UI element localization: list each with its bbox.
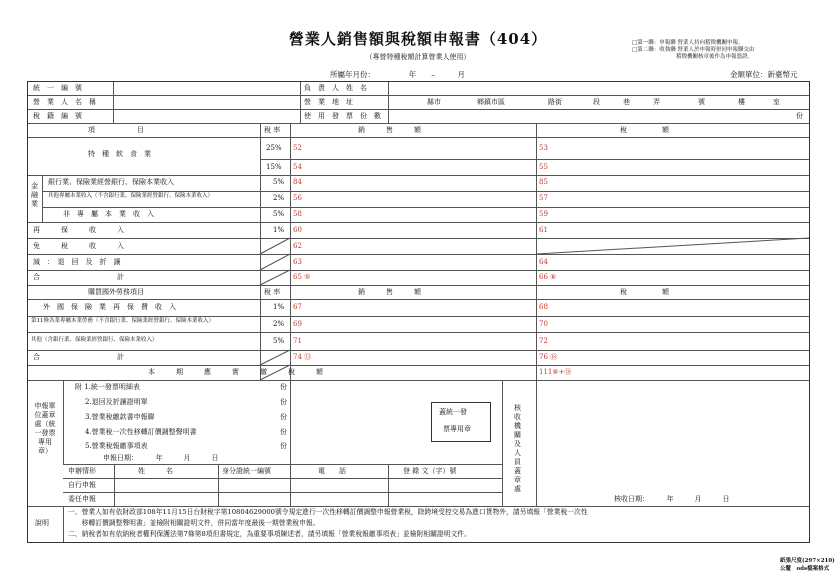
addr-city: 縣市 <box>427 98 441 106</box>
purchase-item-header: 購買國外勞務項目 <box>88 288 144 296</box>
applicant-name-header: 姓 名 <box>138 467 173 475</box>
sales-rate-header: 稅 率 <box>264 126 281 134</box>
finance-side-label: 金融業 <box>31 182 38 208</box>
sales-item-header: 項 目 <box>88 126 144 134</box>
address-label: 營 業 地 址 <box>304 98 353 106</box>
addr-number: 號 <box>698 98 705 106</box>
code-70: 70 <box>539 320 548 328</box>
applicant-phone-header: 電 話 <box>318 467 346 475</box>
rate-5-non: 5% <box>273 210 285 218</box>
code-65: 65 ⑤ <box>293 273 311 281</box>
payable-code: 111⑥+⑱ <box>539 368 572 376</box>
stamp-line-2: 票專用章 <box>443 425 471 433</box>
code-63: 63 <box>293 258 302 266</box>
code-62: 62 <box>293 242 302 250</box>
purchase-amount-header: 銷 售 額 <box>358 288 421 296</box>
filing-date[interactable]: 申報日期： 年 月 日 <box>103 454 219 462</box>
code-56: 56 <box>293 194 302 202</box>
code-71: 71 <box>293 337 302 345</box>
rate-1: 1% <box>273 226 285 234</box>
declaration-form <box>27 81 810 543</box>
owner-label: 負 責 人 姓 名 <box>304 84 367 92</box>
row-other-exclusive-label: 其他專屬本業收入（不含銀行業、保險業經營銀行、保險本業收入） <box>48 193 214 199</box>
purchase-other-label: 其他（含銀行業、保險業經營銀行、保險本業收入） <box>31 337 158 343</box>
code-67: 67 <box>293 303 302 311</box>
addr-lane: 巷 <box>623 98 630 106</box>
row-exempt-label: 免 稅 收 入 <box>33 242 124 250</box>
form-subtitle: （專營特種稅額計算營業人使用） <box>365 53 471 61</box>
currency-unit: 金額單位：新臺幣元 <box>730 70 798 79</box>
code-55: 55 <box>539 163 548 171</box>
row-total-label: 合 計 <box>33 273 124 281</box>
review-office-label: 核收機關及人員蓋章處 <box>514 404 521 493</box>
purchase-article11-label: 第11條各業專屬本業勞務（不含銀行業、保險業經營銀行、保險本業收入） <box>31 318 215 324</box>
code-52: 52 <box>293 144 302 152</box>
self-filing-label: 自行申報 <box>68 481 96 489</box>
p-rate-5: 5% <box>273 337 285 345</box>
attachment-3-unit: 份 <box>280 413 287 421</box>
attachment-1-unit: 份 <box>280 383 287 391</box>
reg-no-label: 稅 籍 編 號 <box>33 112 82 120</box>
code-64: 64 <box>539 258 548 266</box>
row-non-exclusive-label: 非 專 屬 本 業 收 入 <box>63 210 154 218</box>
purchase-reinsurance-label: 外 國 保 險 業 再 保 費 收 入 <box>43 303 176 311</box>
code-69: 69 <box>293 320 302 328</box>
rate-5-bank: 5% <box>273 178 285 186</box>
purchase-rate-header: 稅 率 <box>264 288 281 296</box>
addr-room: 室 <box>773 98 780 106</box>
tax-id-label: 統 一 編 號 <box>33 84 82 92</box>
sales-tax-header: 稅 額 <box>620 126 669 134</box>
code-66: 66 ⑥ <box>539 273 557 281</box>
attachments-side-label: 申報單位蓋章處（統一發票專用章） <box>34 402 56 455</box>
attachment-5: 5.營業稅報繳事項表 <box>85 442 148 450</box>
addr-road: 路街 <box>548 98 562 106</box>
attachment-4-unit: 份 <box>280 428 287 436</box>
sales-amount-header: 銷 售 額 <box>358 126 421 134</box>
row-special-food-label: 特 種 飲 食 業 <box>88 150 151 158</box>
attachment-3: 3.營業稅繳款書申報聯 <box>85 413 155 421</box>
remarks-label: 說明 <box>35 519 49 527</box>
code-54: 54 <box>293 163 302 171</box>
p-rate-1: 1% <box>273 303 285 311</box>
form-title: 營業人銷售額與稅額申報書（404） <box>288 30 548 48</box>
purchase-tax-header: 稅 額 <box>620 288 669 296</box>
row-bank-label: 銀行業、保險業經營銀行、保險本業收入 <box>48 178 174 186</box>
invoice-unit: 份 <box>796 112 803 120</box>
agent-filing-label: 委任申報 <box>68 495 96 503</box>
stamp-line-1: 蓋統一發 <box>439 408 467 416</box>
code-76: 76 ⑱ <box>539 353 558 361</box>
attachment-4: 4.營業稅一次性移轉訂價調整聲明書 <box>85 428 197 436</box>
payable-label: 本 期 應 實 繳 稅 額 <box>148 368 323 376</box>
code-85: 85 <box>539 178 548 186</box>
code-60: 60 <box>293 226 302 234</box>
code-74: 74 ⑬ <box>293 353 312 361</box>
received-date: 核收日期： 年 月 日 <box>614 495 730 503</box>
addr-floor: 樓 <box>738 98 745 106</box>
addr-section: 段 <box>593 98 600 106</box>
code-59: 59 <box>539 210 548 218</box>
period-field[interactable]: 所屬年月份： 年 – 月 <box>330 70 465 79</box>
rate-25: 25% <box>266 144 282 152</box>
attachment-5-unit: 份 <box>280 442 287 450</box>
remark-line-2: 移轉訂價調整聲明書」並檢附相關證明文件，併同當年度最後一期營業稅申報。 <box>68 519 320 527</box>
rate-2-other: 2% <box>273 194 285 202</box>
code-57: 57 <box>539 194 548 202</box>
code-72: 72 <box>539 337 548 345</box>
applicant-id-header: 身分證統一編號 <box>222 467 271 475</box>
remark-line-3: 二、納稅者如有依納稅者權利保護法第7條第8項但書規定，為重要事項陳述者，請另填報「營業稅報繳事項表」並檢附相關證明文件。 <box>68 530 471 538</box>
attachment-1: 附 1.統一發票明細表 <box>75 383 140 391</box>
row-returns-label: 減 ： 退 回 及 折 讓 <box>33 258 121 266</box>
addr-alley: 弄 <box>653 98 660 106</box>
attachment-2: 2.退回及折讓證明單 <box>85 398 148 406</box>
attachment-2-unit: 份 <box>280 398 287 406</box>
code-61: 61 <box>539 226 548 234</box>
code-58: 58 <box>293 210 302 218</box>
applicant-type-header: 申辦情形 <box>68 467 96 475</box>
row-reinsurance-label: 再 保 收 入 <box>33 226 124 234</box>
invoices-label: 使 用 發 票 份 數 <box>304 112 381 120</box>
addr-district: 鄉鎮市區 <box>477 98 505 106</box>
code-68: 68 <box>539 303 548 311</box>
p-rate-2: 2% <box>273 320 285 328</box>
code-53: 53 <box>539 144 548 152</box>
paper-size-footer: 紙張尺度(297×210)公釐 ods檔案格式 <box>780 558 835 572</box>
purchase-total-label: 合 計 <box>33 353 124 361</box>
rate-15: 15% <box>266 163 282 171</box>
applicant-reg-header: 登 錄 文（字）號 <box>403 467 457 475</box>
name-label: 營 業 人 名 稱 <box>33 98 96 106</box>
remark-line-1: 一、營業人如有依財政部108年11月15日台財稅字第10804629000號令規定進行一次性移轉訂價調整申報營業稅，除跨境受控交易為進口貨物外，請另填報「營業稅一次性 <box>68 508 588 516</box>
copy-note: □第一聯：申報聯 營業人持向稽徵機關申報。 □第二聯：收執聯 營業人於申報時併同申報聯交由 稽徵機關核章後作為申報憑證。 <box>632 40 755 60</box>
code-84: 84 <box>293 178 302 186</box>
